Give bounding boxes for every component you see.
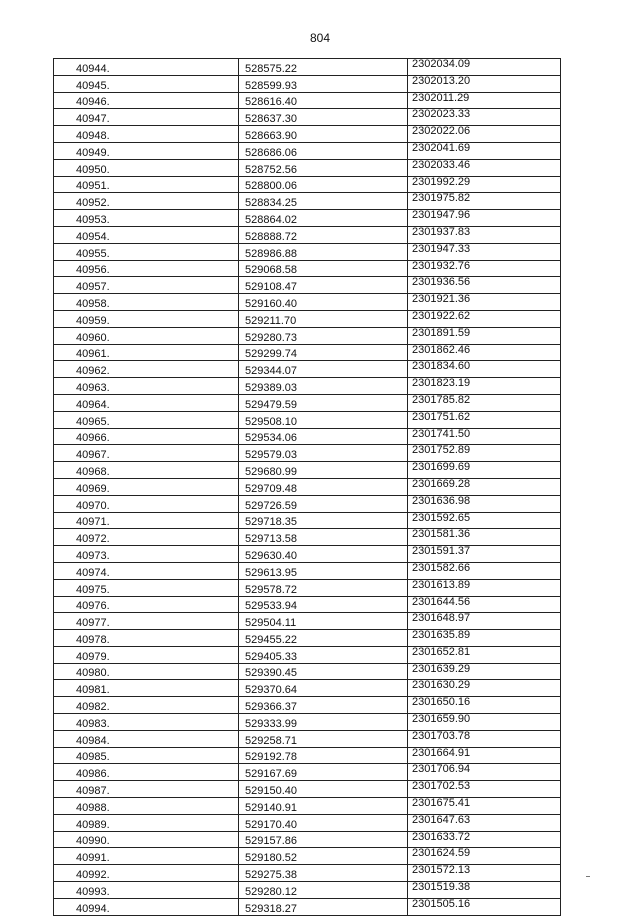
row-index-cell: 40989. bbox=[54, 814, 239, 831]
x-coordinate-cell: 529366.37 bbox=[239, 697, 408, 714]
row-index-cell: 40947. bbox=[54, 109, 239, 126]
y-coordinate-cell: 2301823.19 bbox=[408, 378, 561, 395]
x-coordinate-cell: 528663.90 bbox=[239, 126, 408, 143]
row-index-cell: 40946. bbox=[54, 92, 239, 109]
y-coordinate-cell: 2301659.90 bbox=[408, 714, 561, 731]
y-coordinate-cell: 2301862.46 bbox=[408, 344, 561, 361]
x-coordinate-cell: 529170.40 bbox=[239, 814, 408, 831]
row-index-cell: 40960. bbox=[54, 327, 239, 344]
table-row bbox=[54, 529, 561, 546]
y-coordinate-cell: 2301505.16 bbox=[408, 898, 561, 915]
y-coordinate-cell: 2301633.72 bbox=[408, 831, 561, 848]
table-row bbox=[54, 75, 561, 92]
x-coordinate-cell: 529390.45 bbox=[239, 663, 408, 680]
row-index-cell: 40972. bbox=[54, 529, 239, 546]
y-coordinate-cell: 2301519.38 bbox=[408, 882, 561, 899]
row-index-cell: 40958. bbox=[54, 294, 239, 311]
x-coordinate-cell: 529068.58 bbox=[239, 260, 408, 277]
table-row bbox=[54, 730, 561, 747]
y-coordinate-cell: 2301591.37 bbox=[408, 546, 561, 563]
row-index-cell: 40988. bbox=[54, 798, 239, 815]
table-row bbox=[54, 596, 561, 613]
row-index-cell: 40978. bbox=[54, 630, 239, 647]
x-coordinate-cell: 529504.11 bbox=[239, 613, 408, 630]
table-row bbox=[54, 193, 561, 210]
row-index-cell: 40949. bbox=[54, 142, 239, 159]
table-row bbox=[54, 142, 561, 159]
row-index-cell: 40986. bbox=[54, 764, 239, 781]
table-row bbox=[54, 159, 561, 176]
y-coordinate-cell: 2301947.33 bbox=[408, 243, 561, 260]
table-row bbox=[54, 327, 561, 344]
x-coordinate-cell: 529726.59 bbox=[239, 495, 408, 512]
y-coordinate-cell: 2301639.29 bbox=[408, 663, 561, 680]
row-index-cell: 40955. bbox=[54, 243, 239, 260]
y-coordinate-cell: 2301932.76 bbox=[408, 260, 561, 277]
row-index-cell: 40954. bbox=[54, 226, 239, 243]
row-index-cell: 40961. bbox=[54, 344, 239, 361]
row-index-cell: 40975. bbox=[54, 579, 239, 596]
row-index-cell: 40944. bbox=[54, 59, 239, 76]
x-coordinate-cell: 529160.40 bbox=[239, 294, 408, 311]
table-row bbox=[54, 562, 561, 579]
row-index-cell: 40983. bbox=[54, 714, 239, 731]
row-index-cell: 40962. bbox=[54, 361, 239, 378]
y-coordinate-cell: 2302034.09 bbox=[408, 59, 561, 76]
y-coordinate-cell: 2301922.62 bbox=[408, 310, 561, 327]
x-coordinate-cell: 529211.70 bbox=[239, 310, 408, 327]
table-row bbox=[54, 764, 561, 781]
x-coordinate-cell: 529709.48 bbox=[239, 478, 408, 495]
table-row bbox=[54, 394, 561, 411]
x-coordinate-cell: 528599.93 bbox=[239, 75, 408, 92]
x-coordinate-cell: 529713.58 bbox=[239, 529, 408, 546]
y-coordinate-cell: 2301921.36 bbox=[408, 294, 561, 311]
table-row bbox=[54, 714, 561, 731]
x-coordinate-cell: 528986.88 bbox=[239, 243, 408, 260]
page-number: 804 bbox=[309, 31, 331, 45]
y-coordinate-cell: 2301706.94 bbox=[408, 764, 561, 781]
y-coordinate-cell: 2301582.66 bbox=[408, 562, 561, 579]
table-row bbox=[54, 92, 561, 109]
table-row bbox=[54, 378, 561, 395]
x-coordinate-cell: 529275.38 bbox=[239, 865, 408, 882]
row-index-cell: 40971. bbox=[54, 512, 239, 529]
y-coordinate-cell: 2301992.29 bbox=[408, 176, 561, 193]
table-row bbox=[54, 344, 561, 361]
x-coordinate-cell: 529479.59 bbox=[239, 394, 408, 411]
y-coordinate-cell: 2301702.53 bbox=[408, 781, 561, 798]
x-coordinate-cell: 529280.73 bbox=[239, 327, 408, 344]
x-coordinate-cell: 528575.22 bbox=[239, 59, 408, 76]
row-index-cell: 40959. bbox=[54, 310, 239, 327]
row-index-cell: 40956. bbox=[54, 260, 239, 277]
y-coordinate-cell: 2301699.69 bbox=[408, 462, 561, 479]
x-coordinate-cell: 529455.22 bbox=[239, 630, 408, 647]
y-coordinate-cell: 2301751.62 bbox=[408, 411, 561, 428]
table-row bbox=[54, 126, 561, 143]
row-index-cell: 40967. bbox=[54, 445, 239, 462]
row-index-cell: 40973. bbox=[54, 546, 239, 563]
x-coordinate-cell: 529258.71 bbox=[239, 730, 408, 747]
table-row bbox=[54, 831, 561, 848]
row-index-cell: 40992. bbox=[54, 865, 239, 882]
row-index-cell: 40976. bbox=[54, 596, 239, 613]
row-index-cell: 40966. bbox=[54, 428, 239, 445]
table-row bbox=[54, 865, 561, 882]
y-coordinate-cell: 2301647.63 bbox=[408, 814, 561, 831]
row-index-cell: 40980. bbox=[54, 663, 239, 680]
y-coordinate-cell: 2302011.29 bbox=[408, 92, 561, 109]
table-row bbox=[54, 613, 561, 630]
row-index-cell: 40991. bbox=[54, 848, 239, 865]
x-coordinate-cell: 529579.03 bbox=[239, 445, 408, 462]
x-coordinate-cell: 529150.40 bbox=[239, 781, 408, 798]
x-coordinate-cell: 529534.06 bbox=[239, 428, 408, 445]
y-coordinate-cell: 2301635.89 bbox=[408, 630, 561, 647]
y-coordinate-cell: 2302033.46 bbox=[408, 159, 561, 176]
y-coordinate-cell: 2302023.33 bbox=[408, 109, 561, 126]
row-index-cell: 40957. bbox=[54, 277, 239, 294]
y-coordinate-cell: 2301834.60 bbox=[408, 361, 561, 378]
x-coordinate-cell: 529578.72 bbox=[239, 579, 408, 596]
x-coordinate-cell: 529180.52 bbox=[239, 848, 408, 865]
x-coordinate-cell: 528752.56 bbox=[239, 159, 408, 176]
y-coordinate-cell: 2301936.56 bbox=[408, 277, 561, 294]
x-coordinate-cell: 529613.95 bbox=[239, 562, 408, 579]
y-coordinate-cell: 2301891.59 bbox=[408, 327, 561, 344]
x-coordinate-cell: 529157.86 bbox=[239, 831, 408, 848]
x-coordinate-cell: 529533.94 bbox=[239, 596, 408, 613]
x-coordinate-cell: 529318.27 bbox=[239, 898, 408, 915]
y-coordinate-cell: 2302022.06 bbox=[408, 126, 561, 143]
x-coordinate-cell: 528864.02 bbox=[239, 210, 408, 227]
row-index-cell: 40945. bbox=[54, 75, 239, 92]
table-row bbox=[54, 310, 561, 327]
y-coordinate-cell: 2301664.91 bbox=[408, 747, 561, 764]
table-row bbox=[54, 428, 561, 445]
table-row bbox=[54, 260, 561, 277]
row-index-cell: 40953. bbox=[54, 210, 239, 227]
y-coordinate-cell: 2301592.65 bbox=[408, 512, 561, 529]
table-row bbox=[54, 512, 561, 529]
x-coordinate-cell: 529344.07 bbox=[239, 361, 408, 378]
table-row bbox=[54, 361, 561, 378]
row-index-cell: 40981. bbox=[54, 680, 239, 697]
row-index-cell: 40993. bbox=[54, 882, 239, 899]
x-coordinate-cell: 528686.06 bbox=[239, 142, 408, 159]
table-row bbox=[54, 176, 561, 193]
table-row bbox=[54, 680, 561, 697]
table-row bbox=[54, 277, 561, 294]
row-index-cell: 40987. bbox=[54, 781, 239, 798]
y-coordinate-cell: 2301741.50 bbox=[408, 428, 561, 445]
table-row bbox=[54, 697, 561, 714]
y-coordinate-cell: 2301630.29 bbox=[408, 680, 561, 697]
table-row bbox=[54, 781, 561, 798]
x-coordinate-cell: 529680.99 bbox=[239, 462, 408, 479]
scan-speck bbox=[586, 876, 590, 877]
x-coordinate-cell: 529405.33 bbox=[239, 646, 408, 663]
table-row bbox=[54, 814, 561, 831]
x-coordinate-cell: 529167.69 bbox=[239, 764, 408, 781]
row-index-cell: 40977. bbox=[54, 613, 239, 630]
x-coordinate-cell: 528888.72 bbox=[239, 226, 408, 243]
row-index-cell: 40994. bbox=[54, 898, 239, 915]
y-coordinate-cell: 2301937.83 bbox=[408, 226, 561, 243]
row-index-cell: 40950. bbox=[54, 159, 239, 176]
table-row bbox=[54, 646, 561, 663]
row-index-cell: 40984. bbox=[54, 730, 239, 747]
y-coordinate-cell: 2302041.69 bbox=[408, 142, 561, 159]
x-coordinate-cell: 528800.06 bbox=[239, 176, 408, 193]
row-index-cell: 40990. bbox=[54, 831, 239, 848]
y-coordinate-cell: 2301675.41 bbox=[408, 798, 561, 815]
x-coordinate-cell: 529192.78 bbox=[239, 747, 408, 764]
x-coordinate-cell: 528637.30 bbox=[239, 109, 408, 126]
row-index-cell: 40968. bbox=[54, 462, 239, 479]
table-row bbox=[54, 495, 561, 512]
x-coordinate-cell: 529299.74 bbox=[239, 344, 408, 361]
table-row bbox=[54, 848, 561, 865]
table-row bbox=[54, 226, 561, 243]
y-coordinate-cell: 2301613.89 bbox=[408, 579, 561, 596]
y-coordinate-cell: 2301648.97 bbox=[408, 613, 561, 630]
row-index-cell: 40985. bbox=[54, 747, 239, 764]
table-row bbox=[54, 546, 561, 563]
table-row bbox=[54, 747, 561, 764]
x-coordinate-cell: 528616.40 bbox=[239, 92, 408, 109]
x-coordinate-cell: 529140.91 bbox=[239, 798, 408, 815]
y-coordinate-cell: 2301652.81 bbox=[408, 646, 561, 663]
table-row bbox=[54, 243, 561, 260]
y-coordinate-cell: 2301581.36 bbox=[408, 529, 561, 546]
y-coordinate-cell: 2301975.82 bbox=[408, 193, 561, 210]
y-coordinate-cell: 2301636.98 bbox=[408, 495, 561, 512]
table-row bbox=[54, 445, 561, 462]
table-row bbox=[54, 663, 561, 680]
table-body bbox=[54, 59, 561, 916]
y-coordinate-cell: 2301644.56 bbox=[408, 596, 561, 613]
x-coordinate-cell: 529370.64 bbox=[239, 680, 408, 697]
x-coordinate-cell: 529108.47 bbox=[239, 277, 408, 294]
table-row bbox=[54, 579, 561, 596]
table-row bbox=[54, 478, 561, 495]
y-coordinate-cell: 2301703.78 bbox=[408, 730, 561, 747]
x-coordinate-cell: 529718.35 bbox=[239, 512, 408, 529]
table-row bbox=[54, 630, 561, 647]
row-index-cell: 40979. bbox=[54, 646, 239, 663]
row-index-cell: 40969. bbox=[54, 478, 239, 495]
row-index-cell: 40974. bbox=[54, 562, 239, 579]
row-index-cell: 40963. bbox=[54, 378, 239, 395]
row-index-cell: 40970. bbox=[54, 495, 239, 512]
x-coordinate-cell: 529333.99 bbox=[239, 714, 408, 731]
table-row bbox=[54, 294, 561, 311]
y-coordinate-cell: 2301572.13 bbox=[408, 865, 561, 882]
x-coordinate-cell: 529389.03 bbox=[239, 378, 408, 395]
table-row bbox=[54, 109, 561, 126]
table-row bbox=[54, 59, 561, 76]
row-index-cell: 40948. bbox=[54, 126, 239, 143]
y-coordinate-cell: 2301752.89 bbox=[408, 445, 561, 462]
row-index-cell: 40951. bbox=[54, 176, 239, 193]
table-row bbox=[54, 411, 561, 428]
y-coordinate-cell: 2302013.20 bbox=[408, 75, 561, 92]
coordinates-table bbox=[53, 58, 561, 916]
table-row bbox=[54, 882, 561, 899]
table-row bbox=[54, 462, 561, 479]
y-coordinate-cell: 2301785.82 bbox=[408, 394, 561, 411]
y-coordinate-cell: 2301669.28 bbox=[408, 478, 561, 495]
row-index-cell: 40982. bbox=[54, 697, 239, 714]
x-coordinate-cell: 529508.10 bbox=[239, 411, 408, 428]
x-coordinate-cell: 528834.25 bbox=[239, 193, 408, 210]
y-coordinate-cell: 2301624.59 bbox=[408, 848, 561, 865]
table-row bbox=[54, 798, 561, 815]
y-coordinate-cell: 2301947.96 bbox=[408, 210, 561, 227]
row-index-cell: 40965. bbox=[54, 411, 239, 428]
table-row bbox=[54, 898, 561, 915]
y-coordinate-cell: 2301650.16 bbox=[408, 697, 561, 714]
x-coordinate-cell: 529280.12 bbox=[239, 882, 408, 899]
row-index-cell: 40964. bbox=[54, 394, 239, 411]
x-coordinate-cell: 529630.40 bbox=[239, 546, 408, 563]
table-row bbox=[54, 210, 561, 227]
row-index-cell: 40952. bbox=[54, 193, 239, 210]
